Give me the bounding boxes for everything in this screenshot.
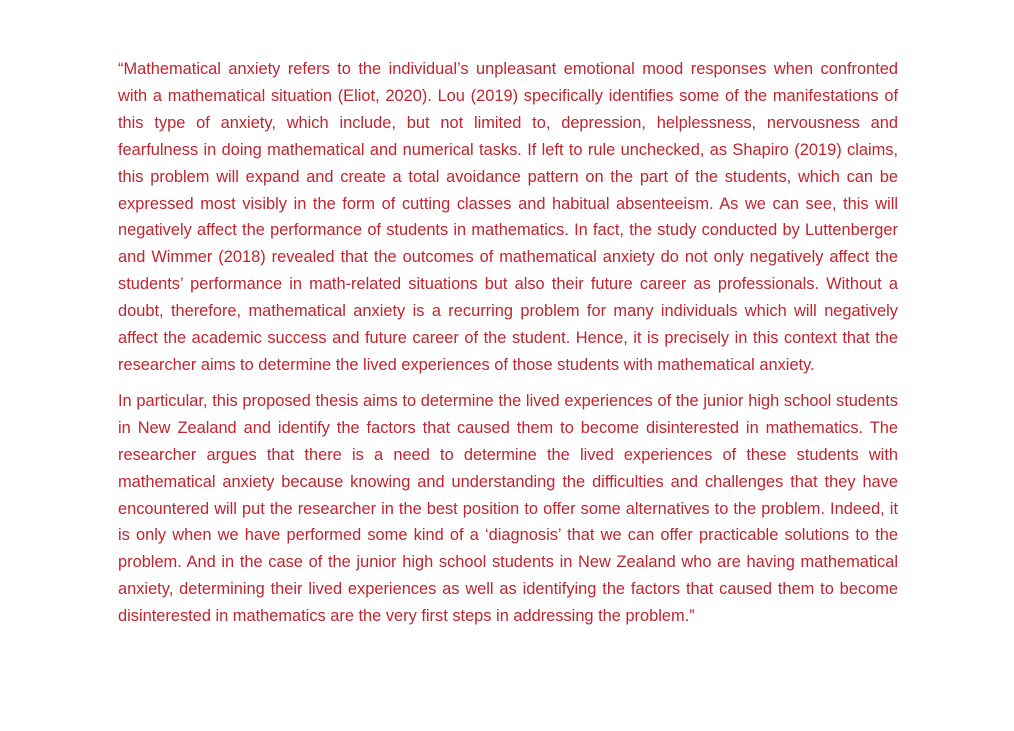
document-body (118, 56, 898, 630)
paragraph-1: “Mathematical anxiety refers to the individual’s unpleasant emotional mood responses when confronted with a mathematical situation (Eliot, 2020). Lou (2019) specifically identifies some of the manifestations of this type of anxiety, which include, but not limited to, depression, helplessness, nervousness and fearfulness in doing mathematical and numerical tasks. If left to rule unchecked, as Shapiro (2019) claims, this problem will expand and create a total avoidance pattern on the part of the students, which can be expressed most visibly in the form of cutting classes and habitual absenteeism. As we can see, this will negatively affect the performance of students in mathematics. In fact, the study conducted by Luttenberger and Wimmer (2018) revealed that the outcomes of mathematical anxiety do not only negatively affect the students’ performance in math-related situations but also their future career as professionals. Without a doubt, therefore, mathematical anxiety is a recurring problem for many individuals which will negatively affect the academic success and future career of the student. Hence, it is precisely in this context that the researcher aims to determine the lived experiences of those students with mathematical anxiety. (118, 60, 898, 374)
paragraph-2: In particular, this proposed thesis aims to determine the lived experiences of the junior high school students in New Zealand and identify the factors that caused them to become disinterested in mathematics. The researcher argues that there is a need to determine the lived experiences of these students with mathematical anxiety because knowing and understanding the difficulties and challenges that they have encountered will put the researcher in the best position to offer some alternatives to the problem. Indeed, it is only when we have performed some kind of a ‘diagnosis’ that we can offer practicable solutions to the problem. And in the case of the junior high school students in New Zealand who are having mathematical anxiety, determining their lived experiences as well as identifying the factors that caused them to become disinterested in mathematics are the very first steps in addressing the problem.” (118, 391, 898, 626)
